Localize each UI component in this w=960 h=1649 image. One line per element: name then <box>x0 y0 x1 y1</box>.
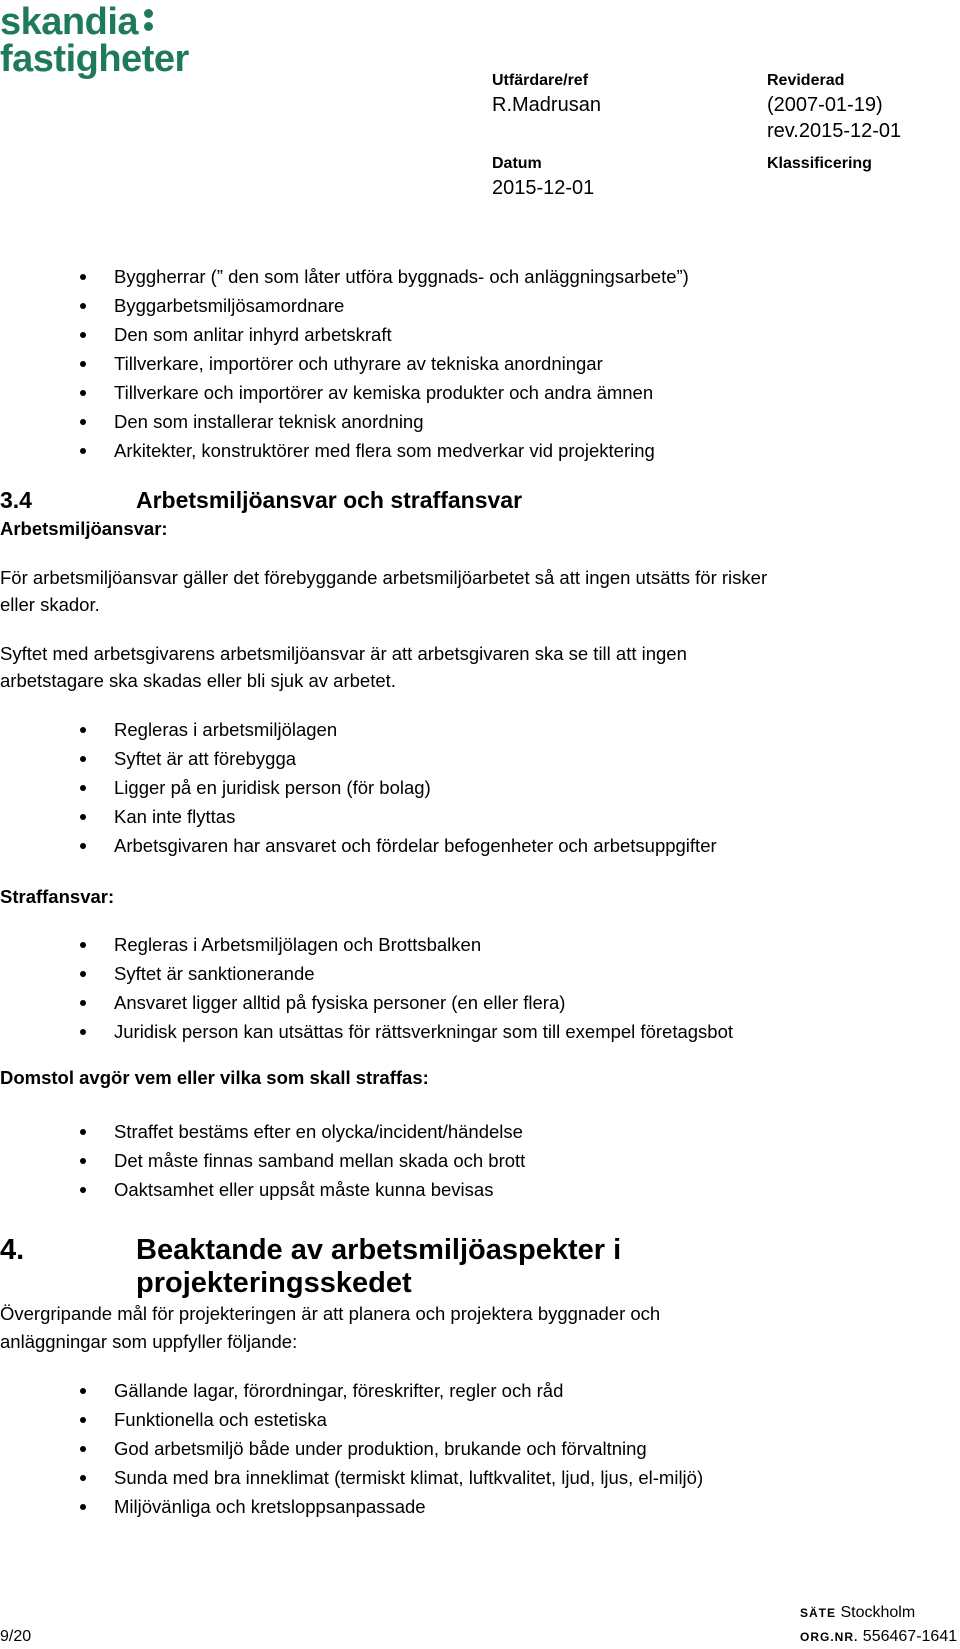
section-4-title-line-2: projekteringsskedet <box>136 1267 412 1299</box>
work-env-responsibility-list <box>80 715 717 860</box>
list-item: Oaktsamhet eller uppsåt måste kunna bevisas <box>80 1175 525 1204</box>
list-item: Den som anlitar inhyrd arbetskraft <box>80 320 689 349</box>
section-3-4-number: 3.4 <box>0 487 32 513</box>
list-item: Arkitekter, konstruktörer med flera som medverkar vid projektering <box>80 436 689 465</box>
org-value: 556467-1641 <box>862 1628 958 1645</box>
list-item: Ansvaret ligger alltid på fysiska personer (en eller flera) <box>80 988 733 1017</box>
list-item: Funktionella och estetiska <box>80 1405 703 1434</box>
section-4-paragraph-line-1: Övergripande mål för projekteringen är att planera och projektera byggnader och <box>0 1303 661 1324</box>
seat-label: SÄTE <box>800 1606 837 1620</box>
court-decides-list <box>80 1117 525 1204</box>
list-item: Regleras i arbetsmiljölagen <box>80 715 717 744</box>
skandia-logo <box>0 1 189 80</box>
paragraph-1-line-1: För arbetsmiljöansvar gäller det förebyggande arbetsmiljöarbetet så att ingen utsätts för risker <box>0 567 768 588</box>
list-item: God arbetsmiljö både under produktion, brukande och förvaltning <box>80 1434 703 1463</box>
list-item: Den som installerar teknisk anordning <box>80 407 689 436</box>
section-4-title-line-1: Beaktande av arbetsmiljöaspekter i <box>136 1234 622 1266</box>
paragraph-2-line-1: Syftet med arbetsgivarens arbetsmiljöansvar är att arbetsgivaren ska se till att ingen <box>0 643 687 664</box>
list-item: Straffet bestäms efter en olycka/incident/händelse <box>80 1117 525 1146</box>
section-3-4-title: Arbetsmiljöansvar och straffansvar <box>136 487 523 513</box>
seat-line <box>800 1604 915 1622</box>
date-label: Datum <box>492 155 542 172</box>
list-item: Syftet är sanktionerande <box>80 959 733 988</box>
revised-label: Reviderad <box>767 72 845 89</box>
section-4-paragraph-line-2: anläggningar som uppfyller följande: <box>0 1331 298 1352</box>
revised-value-1: (2007-01-19) <box>767 94 883 116</box>
list-item: Juridisk person kan utsättas för rättsverkningar som till exempel företagsbot <box>80 1017 733 1046</box>
list-item: Tillverkare, importörer och uthyrare av tekniska anordningar <box>80 349 689 378</box>
logo-line2: fastigheter <box>0 38 189 80</box>
list-item: Det måste finnas samband mellan skada och brott <box>80 1146 525 1175</box>
seat-value: Stockholm <box>840 1604 916 1621</box>
issuer-label: Utfärdare/ref <box>492 72 589 89</box>
list-item: Gällande lagar, förordningar, föreskrifter, regler och råd <box>80 1376 703 1405</box>
issuer-value: R.Madrusan <box>492 94 601 116</box>
responsible-parties-list <box>80 262 689 465</box>
list-item: Regleras i Arbetsmiljölagen och Brottsbalken <box>80 930 733 959</box>
list-item: Tillverkare och importörer av kemiska produkter och andra ämnen <box>80 378 689 407</box>
list-item: Syftet är att förebygga <box>80 744 717 773</box>
logo-line1: skandia <box>0 1 139 43</box>
subheading-work-env-responsibility: Arbetsmiljöansvar: <box>0 518 168 539</box>
list-item: Byggarbetsmiljösamordnare <box>80 291 689 320</box>
page-number: 9/20 <box>0 1628 32 1645</box>
criminal-liability-list <box>80 930 733 1046</box>
list-item: Ligger på en juridisk person (för bolag) <box>80 773 717 802</box>
list-item: Byggherrar (” den som låter utföra byggnads- och anläggningsarbete”) <box>80 262 689 291</box>
list-item: Arbetsgivaren har ansvaret och fördelar befogenheter och arbetsuppgifter <box>80 831 717 860</box>
section-4-number: 4. <box>0 1234 25 1266</box>
subheading-court-decides: Domstol avgör vem eller vilka som skall straffas: <box>0 1067 429 1088</box>
list-item: Miljövänliga och kretsloppsanpassade <box>80 1492 703 1521</box>
org-label: ORG.NR. <box>800 1630 859 1644</box>
classification-label: Klassificering <box>767 155 872 172</box>
list-item: Kan inte flyttas <box>80 802 717 831</box>
date-value: 2015-12-01 <box>492 177 595 199</box>
subheading-criminal-liability: Straffansvar: <box>0 886 115 907</box>
list-item: Sunda med bra inneklimat (termiskt klimat, luftkvalitet, ljud, ljus, el-miljö) <box>80 1463 703 1492</box>
org-line <box>800 1628 957 1646</box>
revised-value-2: rev.2015-12-01 <box>767 120 902 142</box>
paragraph-2-line-2: arbetstagare ska skadas eller bli sjuk av arbetet. <box>0 670 396 691</box>
design-goals-list <box>80 1376 703 1521</box>
paragraph-1-line-2: eller skador. <box>0 594 100 615</box>
